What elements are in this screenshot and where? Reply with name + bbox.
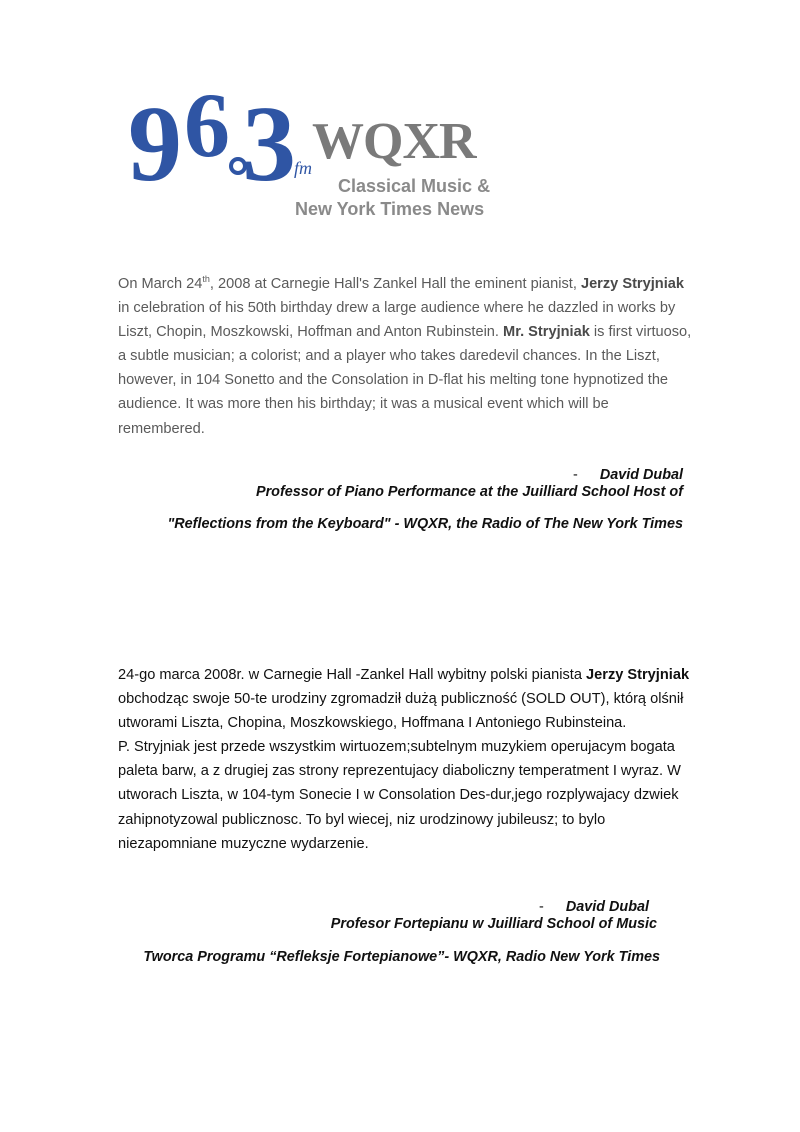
logo-tagline-line1: Classical Music & [338, 176, 491, 196]
ordinal-suffix: th [202, 274, 210, 285]
text-run: 24-go marca 2008r. w Carnegie Hall -Zankel Hall wybitny polski pianista [118, 667, 587, 683]
polish-signature-title: Profesor Fortepianu w Juilliard School of Music [330, 916, 657, 932]
text-run: P. Stryjniak jest przede wszystkim wirtuozem;subtelnym muzykiem operujacym bogata paleta barw, a z drugiej zas strony reprezentujacy diaboliczny temperatment I wyraz. W utworach Liszta, w 104-tym Sonecie I w Consolation Des-dur,jego rozplywajacy dzwiek zahipnotyzowal publicznosc. To byl wiecej, niz urodzinowy jubileusz; to bylo niezapomniane muzyczne wydarzenie. [118, 739, 681, 852]
logo-tagline-line2: New York Times News [295, 199, 485, 219]
text-run: obchodząc swoje 50-te urodziny zgromadził dużą publiczność (SOLD OUT), którą olśnił utworami Liszta, Chopina, Moszkowskiego, Hoffmana I Antoniego Rubinsteina. [118, 691, 684, 732]
text-run: , 2008 at Carnegie Hall's Zankel Hall the eminent pianist, [209, 276, 581, 292]
wqxr-logo-graphic [128, 78, 528, 223]
polish-review-paragraph [118, 663, 698, 856]
text-run: On March 24 [118, 276, 203, 292]
wqxr-logo [128, 78, 528, 223]
signature-name: David Dubal [599, 467, 683, 483]
english-signature-name [573, 467, 683, 483]
signature-name: David Dubal [565, 899, 649, 915]
text-run: is first virtuoso, a subtle musician; a colorist; and a player who takes daredevil chances. In the Liszt, however, in 104 Sonetto and the Consolation in D-flat his melting tone hypnotized the audience. It was more then his birthday; it was a musical event which will be remembered. [118, 324, 692, 437]
pianist-name-short: Mr. Stryjniak [503, 324, 590, 341]
pianist-name: Jerzy Stryjniak [586, 667, 690, 683]
signature-dash: - [539, 899, 544, 915]
logo-digit-3: 3 [242, 85, 296, 204]
polish-signature-show: Tworca Programu “Refleksje Fortepianowe”- WQXR, Radio New York Times [143, 949, 660, 965]
logo-digit-6: 6 [184, 78, 230, 176]
logo-digit-9: 9 [128, 85, 182, 204]
english-review-paragraph [118, 272, 698, 441]
pianist-name: Jerzy Stryjniak [580, 276, 684, 292]
logo-fm: fm [294, 158, 312, 178]
english-signature-title: Professor of Piano Performance at the Juilliard School Host of [255, 484, 683, 500]
text-run: in celebration of his 50th birthday drew a large audience where he dazzled in works by Liszt, Chopin, Moszkowski, Hoffman and Anton Rubinstein. [118, 300, 676, 341]
signature-dash: - [573, 467, 578, 483]
logo-station: WQXR [312, 113, 476, 170]
english-signature-show: "Reflections from the Keyboard" - WQXR, the Radio of The New York Times [167, 516, 683, 532]
polish-signature-name [539, 899, 649, 915]
